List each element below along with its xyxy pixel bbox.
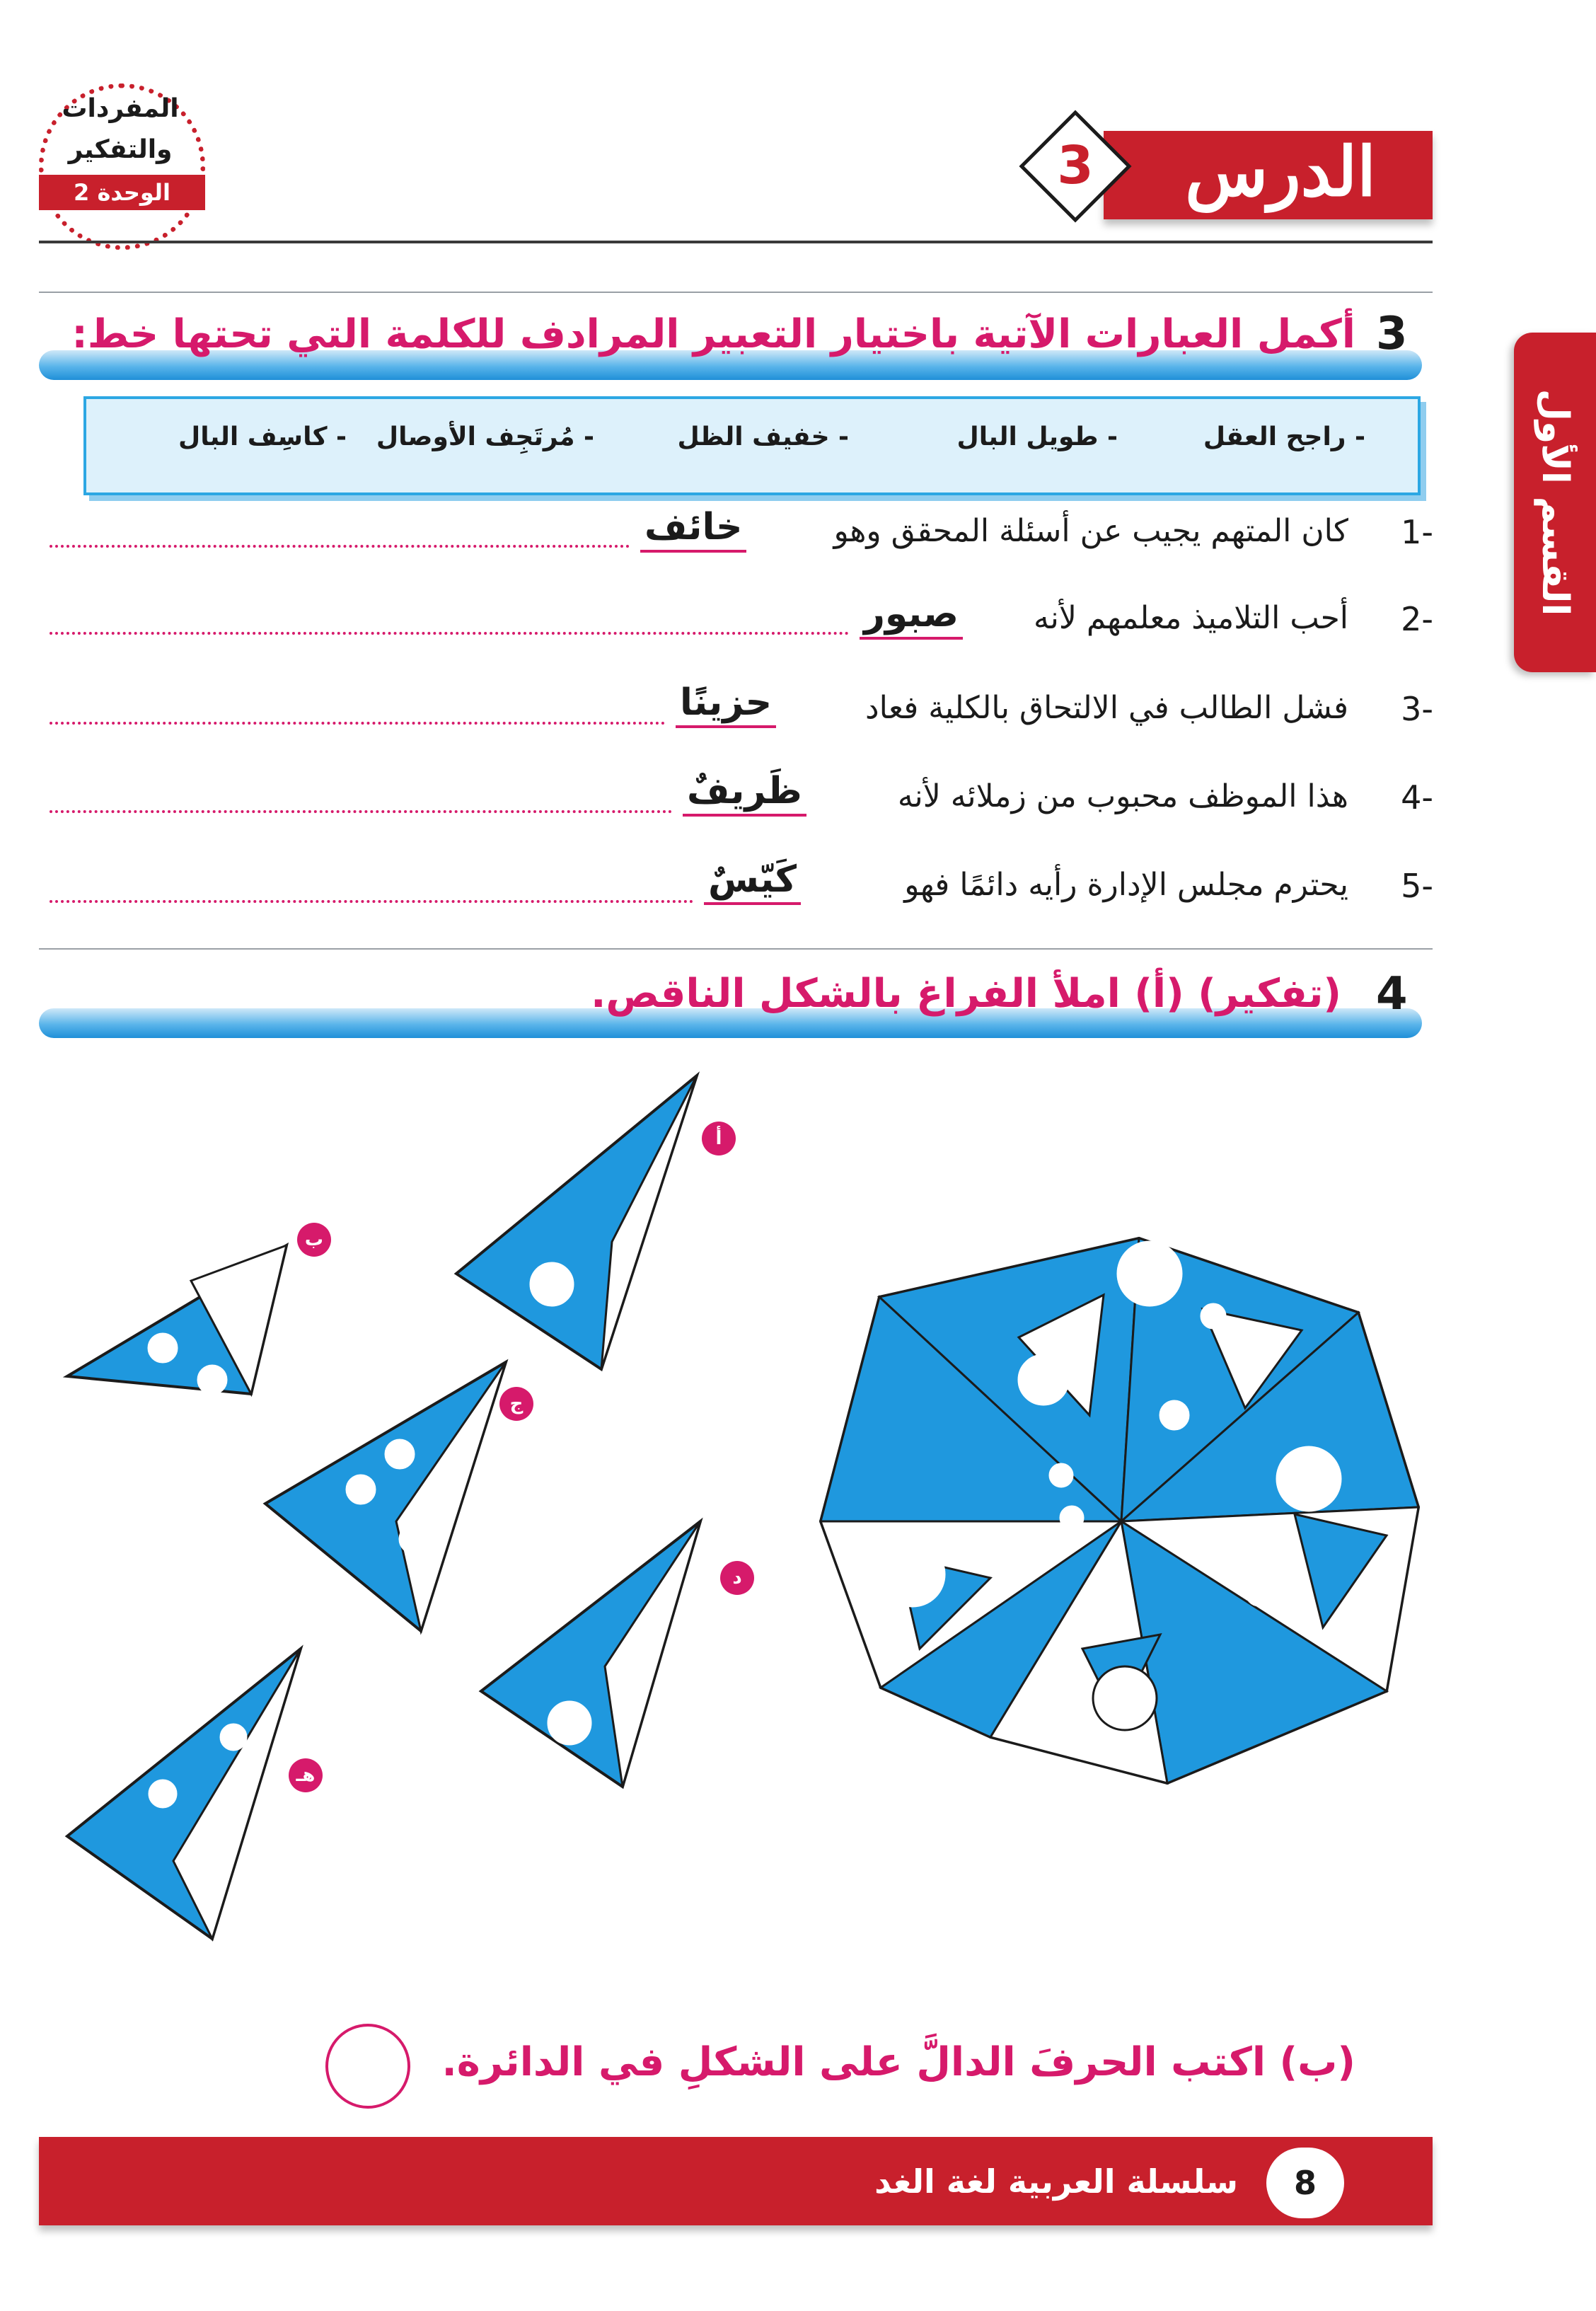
lesson-title: الدرس <box>1185 132 1376 212</box>
piece-c <box>265 1362 506 1631</box>
badge-line-1: المفردات <box>62 94 179 123</box>
piece-label-d: د <box>720 1561 754 1595</box>
item-sentence: فشل الطالب في الالتحاق بالكلية فعاد <box>865 690 1348 726</box>
answer-blank[interactable] <box>50 810 672 813</box>
divider <box>39 948 1433 950</box>
piece-label-e: هـ <box>289 1758 323 1792</box>
word-choice: - خفيف الظل <box>677 422 849 451</box>
exercise-4-number: 4 <box>1376 968 1408 1020</box>
section-tab-label: القسم الأول <box>1534 388 1576 616</box>
answer-blank[interactable] <box>50 545 630 548</box>
item-sentence: هذا الموظف محبوب من زملائه لأنه <box>897 778 1348 814</box>
piece-label-b: ب <box>297 1223 331 1257</box>
piece-label-c: ج <box>499 1387 533 1421</box>
header-divider <box>39 241 1433 243</box>
page-number: 8 <box>1266 2148 1344 2218</box>
divider <box>39 292 1433 293</box>
piece-d <box>481 1521 700 1787</box>
item-number: -3 <box>1401 690 1433 728</box>
item-number: -4 <box>1401 778 1433 817</box>
puzzle-figure <box>0 1026 1596 1981</box>
item-number: -1 <box>1401 513 1433 551</box>
piece-label-a: أ <box>702 1122 736 1156</box>
exercise-3-number: 3 <box>1376 308 1408 360</box>
underlined-word: صبور <box>860 593 963 640</box>
word-choice: - كاسِف البال <box>178 422 347 451</box>
lesson-number: 3 <box>1057 135 1094 196</box>
exercise-4-instruction-b: (ب) اكتب الحرفَ الدالَّ على الشكلِ في الدائرة. <box>441 2039 1355 2085</box>
underlined-word: خائف <box>640 506 746 553</box>
lesson-number-badge <box>1019 110 1132 223</box>
unit-label: الوحدة 2 <box>39 175 205 210</box>
item-sentence: يحترم مجلس الإدارة رأيه دائمًا فهو <box>904 867 1348 903</box>
word-choice: - طويل البال <box>956 422 1118 451</box>
underlined-word: ظَريفٌ <box>683 770 806 817</box>
piece-a <box>456 1076 697 1369</box>
answer-blank[interactable] <box>50 632 849 635</box>
answer-blank[interactable] <box>50 722 665 725</box>
exercise-4-instruction-a: (تفكير) (أ) املأ الفراغ بالشكل الناقص. <box>591 971 1341 1017</box>
item-number: -5 <box>1401 867 1433 905</box>
item-sentence: كان المتهم يجيب عن أسئلة المحقق وهو <box>833 513 1348 549</box>
word-choice: - راجح العقل <box>1203 422 1365 451</box>
answer-blank[interactable] <box>50 900 693 903</box>
badge-line-2: والتفكير <box>68 135 173 164</box>
unit-badge-text <box>42 88 198 171</box>
exercise-3-instruction: أكمل العبارات الآتية باختيار التعبير المرادف للكلمة التي تحتها خط: <box>71 311 1355 357</box>
item-sentence: أحب التلاميذ معلمهم لأنه <box>1034 600 1348 636</box>
underlined-word: حزينًا <box>676 681 776 728</box>
octagon-puzzle <box>821 1238 1418 1783</box>
word-choice: - مُرتَجِف الأوصال <box>376 422 594 451</box>
item-number: -2 <box>1401 600 1433 638</box>
series-title: سلسلة العربية لغة الغد <box>874 2162 1238 2201</box>
answer-circle[interactable] <box>325 2024 410 2109</box>
piece-b <box>67 1245 287 1394</box>
underlined-word: كَيّسٌ <box>704 858 801 905</box>
piece-e <box>67 1649 301 1939</box>
